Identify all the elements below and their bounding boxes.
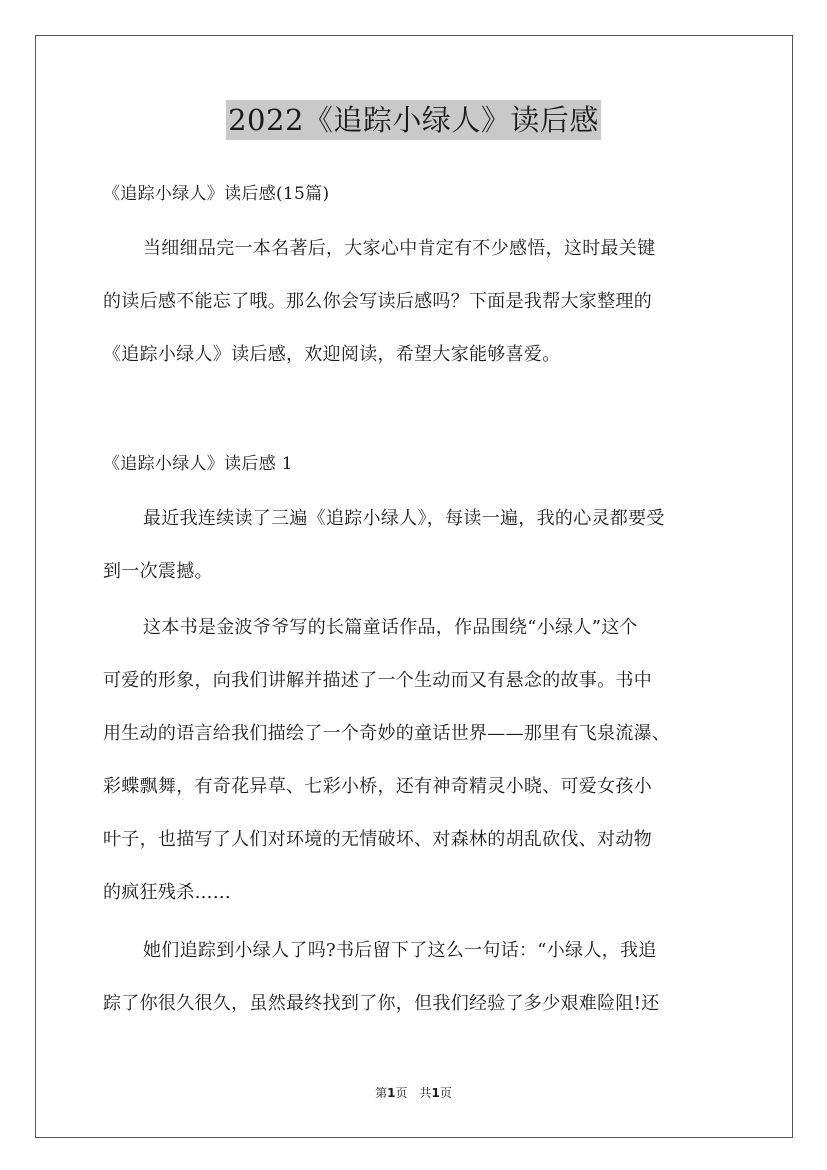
page-footer [0, 1084, 827, 1101]
paragraph-3 [103, 924, 743, 1030]
text-line: 这本书是金波爷爷写的长篇童话作品，作品围绕“小绿人”这个 [143, 617, 638, 638]
title-wrap [0, 100, 827, 140]
intro-paragraph [103, 222, 743, 381]
text-line: 彩蝶飘舞，有奇花异草、七彩小桥，还有神奇精灵小晓、可爱女孩小 [103, 776, 652, 797]
text-line: 的读后感不能忘了哦。那么你会写读后感吗？下面是我帮大家整理的 [103, 291, 652, 312]
document-subtitle: 《追踪小绿人》读后感(15篇) [103, 184, 330, 204]
footer-page-prefix: 第 [375, 1086, 388, 1100]
text-line: 当细细品完一本名著后，大家心中肯定有不少感悟，这时最关键 [143, 238, 656, 259]
document-title: 2022《追踪小绿人》读后感 [226, 100, 601, 140]
text-line: 踪了你很久很久，虽然最终找到了你，但我们经验了多少艰难险阻!还 [103, 993, 660, 1014]
footer-page-suffix: 页 [439, 1086, 452, 1100]
paragraph-2 [103, 601, 743, 919]
text-line: 的疯狂残杀…… [103, 882, 232, 903]
footer-page-number: 1 [387, 1086, 396, 1100]
text-line: 用生动的语言给我们描绘了一个奇妙的童话世界——那里有飞泉流瀑、 [103, 723, 671, 744]
text-line: 最近我连续读了三遍《追踪小绿人》，每读一遍，我的心灵都要受 [143, 508, 665, 529]
text-line: 到一次震撼。 [103, 561, 213, 582]
footer-page-mid: 页 共 [395, 1086, 432, 1100]
footer-page-total: 1 [431, 1086, 440, 1100]
text-line: 可爱的形象，向我们讲解并描述了一个生动而又有悬念的故事。书中 [103, 670, 652, 691]
text-line: 她们追踪到小绿人了吗?书后留下了这么一句话：“小绿人，我追 [143, 940, 657, 961]
section-heading: 《追踪小绿人》读后感 1 [103, 454, 293, 474]
text-line: 叶子，也描写了人们对环境的无情破坏、对森林的胡乱砍伐、对动物 [103, 829, 652, 850]
text-line: 《追踪小绿人》读后感，欢迎阅读，希望大家能够喜爱。 [103, 344, 561, 365]
paragraph-1 [103, 492, 743, 598]
